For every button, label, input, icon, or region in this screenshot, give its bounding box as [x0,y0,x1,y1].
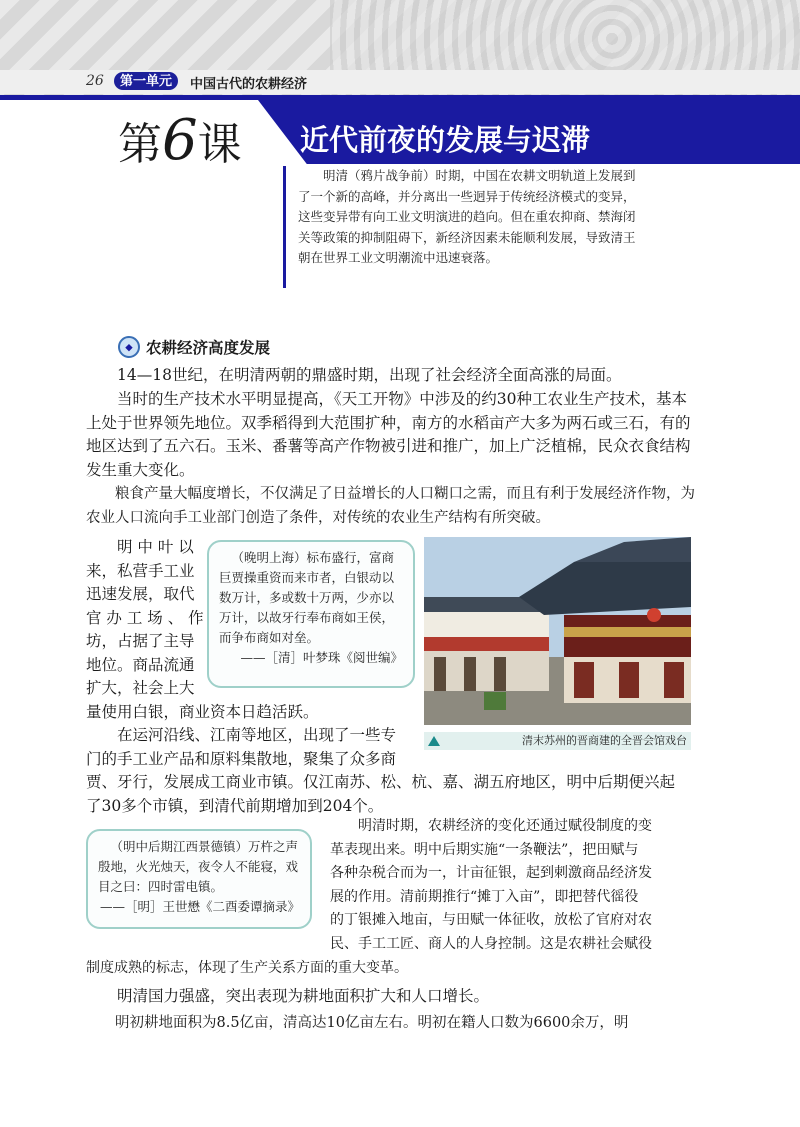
paragraph-6-tail: 制度成熟的标志，体现了生产关系方面的重大变革。 [86,960,408,976]
page-number: 26 [86,73,104,89]
theater-stage-photo [424,537,691,725]
section-emblem-icon: ◆ [118,336,140,358]
paragraph-6-line: 各种杂税合而为一，计亩征银，起到刺激商品经济发 [330,865,652,881]
photo-caption [424,732,691,750]
paragraph-4-line: 地位。商品流通 [86,655,195,674]
paragraph-6-line: 的丁银摊入地亩，与田赋一体征收，放松了官府对农 [330,912,652,928]
lesson-suffix: 课 [197,119,242,170]
quote-2-text: （明中后期江西景德镇）万杵之声殷地，火光烛天，夜令人不能寝，戏目之曰：四时雷电镇。 [98,839,299,894]
caption-triangle-icon [428,736,440,746]
paragraph-5-line: 贾、牙行，发展成工商业市镇。仅江南苏、松、杭、嘉、湖五府地区，明中后期便兴起 [86,773,676,791]
unit-badge: 第一单元 [114,72,178,90]
paragraph-8: 明初耕地面积为8.5亿亩，清高达10亿亩左右。明初在籍人口数为6600余万，明 [115,1015,629,1031]
paragraph-4-line: 扩大，社会上大 [86,679,195,697]
paragraph-6-line: 明清时期，农耕经济的变化还通过赋役制度的变 [358,818,652,834]
lesson-prefix: 第 [118,119,162,170]
paragraph-6 [330,815,696,956]
paragraph-5-rest [86,771,696,818]
paragraph-4-line: 明 中 叶 以 [117,538,194,556]
quote-1-source: ——［清］叶梦珠《阅世编》 [240,650,403,665]
paragraph-4-line: 官 办 工 场 、 作 [86,608,204,627]
quote-box-2 [86,829,312,929]
paragraph-4-line: 迅速发展，取代 [86,585,195,603]
paragraph-4 [86,536,204,701]
paragraph-6-line: 民、手工工匠、商人的人身控制。这是农耕社会赋役 [330,935,652,952]
lesson-number [118,108,242,173]
paragraph-5-line: 门的手工业产品和原料集散地，聚集了众多商 [86,749,397,768]
quote-1-text: （晚明上海）标布盛行，富商巨贾操重资而来市者，白银动以数万计，多或数十万两，少亦以万计，以故牙行奉布商如王侯，而争布商如对垒。 [219,550,395,645]
header-rule [0,95,800,100]
quote-2-source: ——［明］王世懋《二酉委谭摘录》 [99,899,300,914]
lesson-intro: 明清（鸦片战争前）时期，中国在农耕文明轨道上发展到了一个新的高峰，并分离出一些迥异于传统经济模式的变异，这些变异带有向工业文明演进的趋向。但在重农抑商、禁海闭关等政策的抑制阻碍下，新经济因素未能顺利发展，导致清王朝在世界工业文明潮流中迅速衰落。 [298,168,636,265]
lesson-title: 近代前夜的发展与迟滞 [300,123,591,157]
paragraph-5 [86,724,426,771]
quote-box-1 [207,540,415,688]
paragraph-4-tail: 量使用白银，商业资本日趋活跃。 [86,703,319,721]
paragraph-2: 当时的生产技术水平明显提高，《天工开物》中涉及的约30种工农业生产技术，基本上处于世界领先地位。双季稻得到大范围扩种，南方的水稻亩产大多为两石或三石，有的地区达到了五六石。玉米、番薯等高产作物被引进和推广，加上广泛植棉，民众衣食结构发生重大变化。 [86,390,691,479]
paragraph-6-line: 革表现出来。明中后期实施“一条鞭法”，把田赋与 [330,841,639,858]
paragraph-5-line: 在运河沿线、江南等地区，出现了一些专 [117,726,397,744]
unit-title: 中国古代的农耕经济 [190,76,308,91]
paragraph-4-line: 坊，占据了主导 [86,632,195,650]
paragraph-7: 明清国力强盛，突出表现为耕地面积扩大和人口增长。 [117,987,490,1005]
paragraph-4-line: 来，私营手工业 [86,561,195,580]
paragraph-5-line: 了30多个市镇，到清代前期增加到204个。 [86,796,384,815]
paragraph-1: 14—18世纪，在明清两朝的鼎盛时期，出现了社会经济全面高涨的局面。 [117,366,622,384]
paragraph-6-line: 展的作用。清前期推行“摊丁入亩”，即把替代徭役 [330,888,639,905]
section-heading [118,336,270,358]
theater-illustration [424,537,691,725]
section-title: 农耕经济高度发展 [146,340,271,357]
paragraph-3: 粮食产量大幅度增长，不仅满足了日益增长的人口糊口之需，而且有利于发展经济作物，为农业人口流向手工业部门创造了条件，对传统的农业生产结构有所突破。 [86,486,695,526]
intro-rule [283,166,286,288]
lesson-digit: 6 [162,108,198,173]
photo-caption-text: 清末苏州的晋商建的全晋会馆戏台 [522,734,687,747]
